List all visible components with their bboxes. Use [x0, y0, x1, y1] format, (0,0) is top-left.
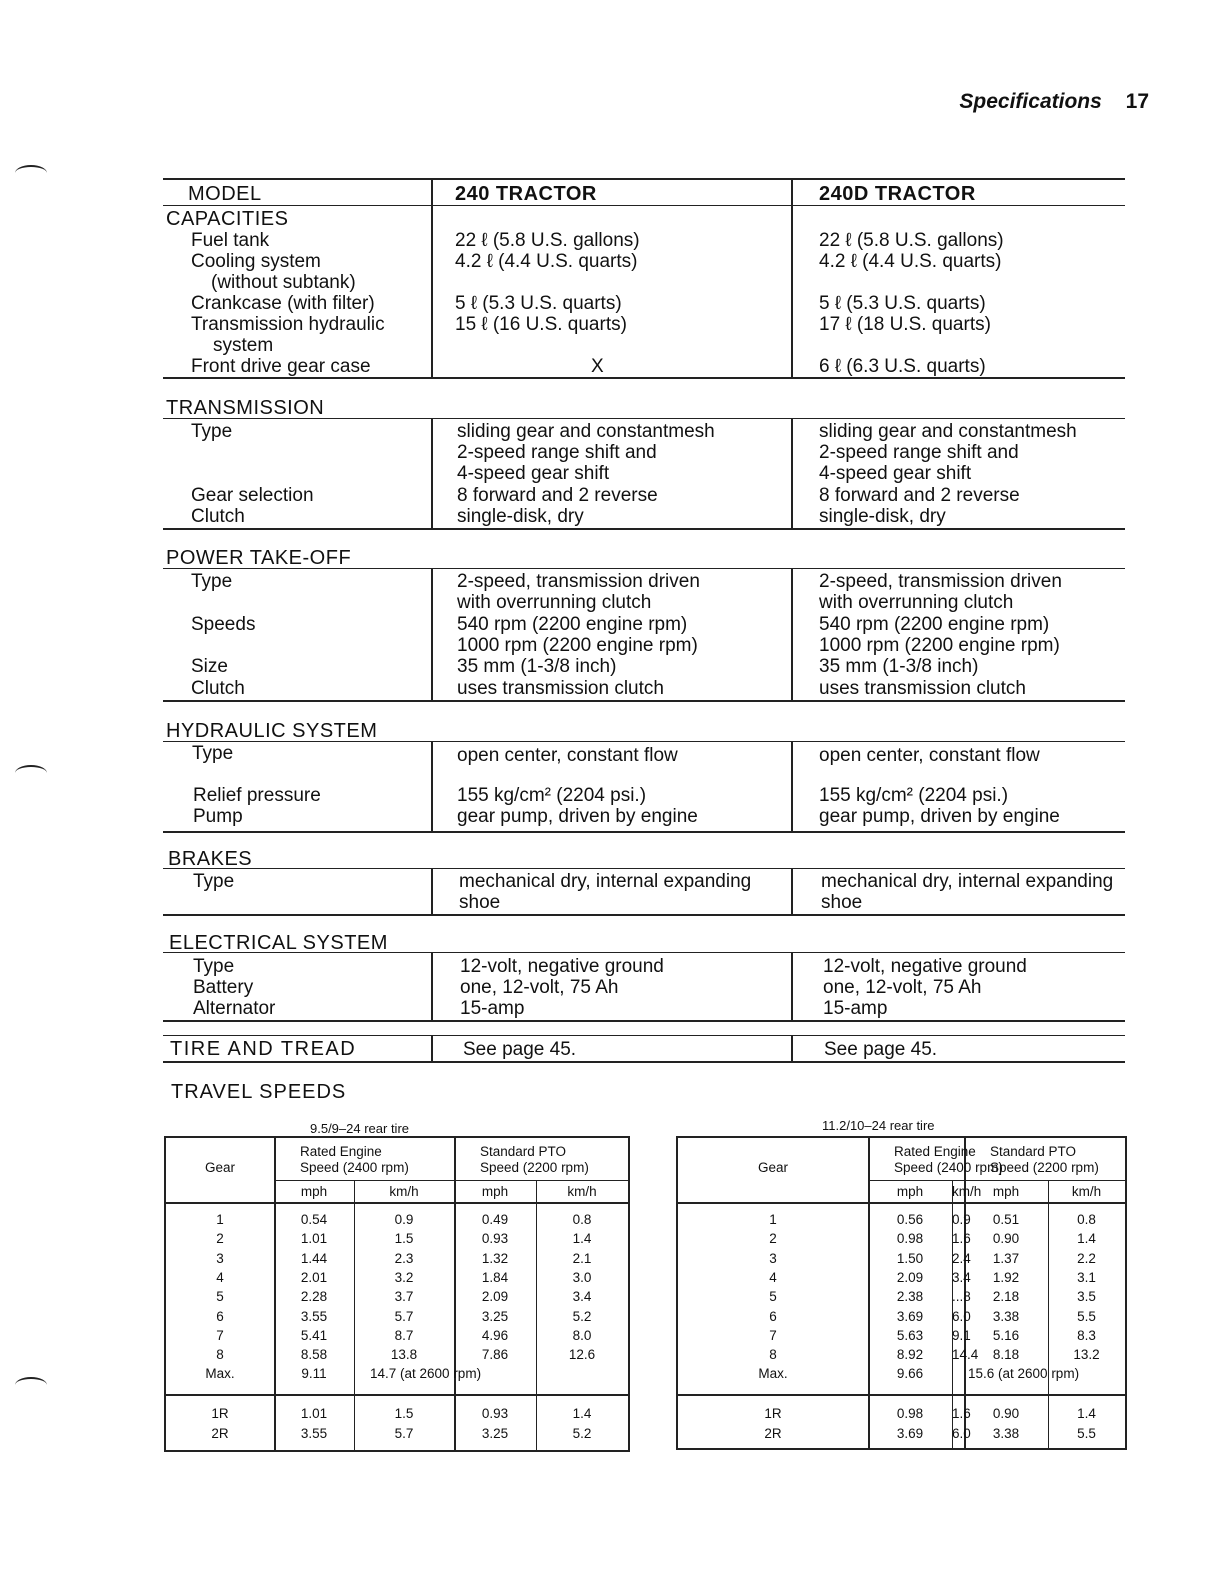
speed-cell: 0.51: [992, 1212, 1020, 1227]
speed-cell: 0.93: [481, 1231, 509, 1247]
gear-cell: 7: [216, 1327, 224, 1343]
pto-speed-header: Speed (2200 rpm): [990, 1160, 1099, 1175]
capacity-value: 17 ℓ (18 U.S. quarts): [819, 314, 991, 335]
speed-cell: 3.55: [300, 1425, 328, 1441]
speed-cell: 8.3: [1077, 1327, 1096, 1343]
engine-speed-header: Rated Engine: [300, 1144, 382, 1159]
spec-value: open center, constant flow: [819, 745, 1040, 766]
gear-cell: 2: [216, 1231, 224, 1247]
speed-cell: 3.1: [1077, 1269, 1096, 1285]
unit-header: mph: [896, 1184, 924, 1199]
gear-cell: 5: [216, 1289, 224, 1305]
pto-speed-header: Standard PTO: [480, 1144, 567, 1159]
speed-cell: 0.90: [992, 1231, 1020, 1247]
spec-value: 35 mm (1-3/8 inch): [819, 656, 979, 677]
speed-cell: 1.92: [992, 1269, 1020, 1285]
speed-cell: 0.93: [481, 1406, 509, 1421]
electrical-heading: ELECTRICAL SYSTEM: [169, 932, 388, 954]
spec-value: one, 12-volt, 75 Ah: [460, 977, 619, 998]
speed-cell: 1.5: [394, 1231, 414, 1247]
spec-value: 8 forward and 2 reverse: [457, 485, 658, 506]
row-rule: [868, 1180, 1125, 1181]
gear-cell: 4: [216, 1269, 224, 1285]
row-rule: [678, 1394, 1125, 1396]
capacity-label: Transmission hydraulic: [191, 314, 385, 335]
speed-cell: 5.63: [896, 1327, 924, 1343]
capacity-value: 5 ℓ (5.3 U.S. quarts): [819, 293, 986, 314]
spec-value: 540 rpm (2200 engine rpm): [819, 614, 1050, 635]
gear-cell: 1R: [764, 1406, 782, 1421]
speed-cell: 2.4: [952, 1250, 971, 1266]
spec-label: Speeds: [191, 614, 256, 635]
spec-label: Type: [193, 956, 235, 977]
speed-cell: 2.1: [572, 1250, 592, 1266]
speed-cell: 0.54: [300, 1212, 328, 1227]
spec-value: single-disk, dry: [819, 506, 946, 527]
unit-header: km/h: [952, 1184, 982, 1199]
spec-label: Gear selection: [191, 485, 314, 506]
gear-cell: 2R: [211, 1425, 229, 1441]
gear-cell: 6: [216, 1308, 224, 1324]
speed-cell: 8.58: [300, 1347, 328, 1363]
speed-cell: 9.66: [896, 1366, 924, 1382]
margin-mark: [15, 1377, 47, 1393]
gear-cell: Max.: [205, 1366, 235, 1382]
row-rule: [274, 1180, 628, 1181]
spec-value: mechanical dry, internal expanding: [459, 871, 752, 892]
speed-cell: 4.96: [481, 1327, 509, 1343]
travel-speed-table-left: [164, 1136, 630, 1452]
speed-cell: 1.01: [300, 1406, 328, 1421]
speed-cell: 0.9: [394, 1212, 414, 1227]
capacity-sublabel: (without subtank): [211, 272, 356, 293]
speed-cell: 2.2: [1077, 1250, 1096, 1266]
spec-value: mechanical dry, internal expanding: [821, 871, 1114, 892]
page-header: [959, 90, 1149, 114]
gear-cell: 1: [216, 1212, 224, 1227]
engine-speed-header: Speed (2400 rpm): [300, 1160, 409, 1175]
speed-cell: 1.4: [572, 1231, 592, 1247]
speed-cell: 7.86: [481, 1347, 509, 1363]
gear-cell: Max.: [758, 1366, 788, 1382]
spec-value: See page 45.: [463, 1039, 577, 1060]
speed-cell: 1.01: [300, 1231, 328, 1247]
capacity-label: Fuel tank: [191, 230, 270, 251]
speed-cell: 0.56: [896, 1212, 924, 1227]
pto-speed-header: Speed (2200 rpm): [480, 1160, 589, 1175]
speed-cell: 0.98: [896, 1231, 924, 1247]
speed-cell: 1.50: [896, 1250, 924, 1266]
pto-heading: POWER TAKE-OFF: [166, 547, 352, 569]
gear-cell: 8: [769, 1347, 777, 1363]
spec-value: 540 rpm (2200 engine rpm): [457, 614, 688, 635]
margin-mark: [15, 165, 47, 181]
spec-value: 8 forward and 2 reverse: [819, 485, 1020, 506]
transmission-heading: TRANSMISSION: [166, 397, 325, 419]
unit-header: km/h: [567, 1184, 597, 1199]
speed-cell: 8.7: [394, 1327, 414, 1343]
row-rule: [166, 1394, 628, 1396]
capacity-value: 5 ℓ (5.3 U.S. quarts): [455, 293, 622, 314]
speed-cell: 12.6: [568, 1347, 596, 1363]
speed-cell: 3.7: [394, 1289, 414, 1305]
speed-cell: 5.5: [1077, 1308, 1096, 1324]
speed-cell: 3.25: [481, 1308, 509, 1324]
speed-cell: 3.2: [394, 1269, 414, 1285]
capacity-value: 6 ℓ (6.3 U.S. quarts): [819, 356, 986, 377]
speed-cell: 6.0: [952, 1308, 971, 1324]
col-model: MODEL: [188, 183, 262, 205]
spec-value: 12-volt, negative ground: [460, 956, 664, 977]
unit-header: mph: [992, 1184, 1020, 1199]
speed-cell: 5.7: [394, 1425, 414, 1441]
unit-header: km/h: [1071, 1184, 1102, 1199]
speed-cell: 1.37: [992, 1250, 1020, 1266]
unit-header: mph: [481, 1184, 509, 1199]
speed-cell: 1.4: [1077, 1231, 1096, 1247]
section-title: Specifications: [959, 90, 1102, 113]
speed-cell: 2.09: [896, 1269, 924, 1285]
speed-cell: 3.55: [300, 1308, 328, 1324]
speed-cell: 1.32: [481, 1250, 509, 1266]
page-number: 17: [1125, 90, 1149, 113]
speed-cell: 3.4: [572, 1289, 592, 1305]
spec-label: Pump: [193, 806, 243, 827]
spec-label: Type: [191, 421, 233, 442]
speed-cell: 5.16: [992, 1327, 1020, 1343]
spec-value: 155 kg/cm² (2204 psi.): [457, 785, 647, 806]
capacity-label: Front drive gear case: [191, 356, 371, 377]
speed-cell: 2.3: [394, 1250, 414, 1266]
speed-cell: 2.09: [481, 1289, 509, 1305]
capacities-heading: CAPACITIES: [166, 208, 289, 230]
spec-value: one, 12-volt, 75 Ah: [823, 977, 982, 998]
left-tire-caption: 9.5/9–24 rear tire: [310, 1121, 410, 1136]
capacity-value: 22 ℓ (5.8 U.S. gallons): [819, 230, 1004, 251]
spec-value: 155 kg/cm² (2204 psi.): [819, 785, 1009, 806]
speed-cell: 2.38: [896, 1289, 924, 1305]
speed-cell: 8.92: [896, 1347, 924, 1363]
spec-value: 4-speed gear shift: [819, 463, 972, 484]
speed-cell: 15.6 (at 2600 rpm): [968, 1366, 1080, 1382]
spec-value: 2-speed, transmission driven: [819, 571, 1062, 592]
gear-header: Gear: [757, 1160, 788, 1175]
unit-header: km/h: [389, 1184, 419, 1199]
speed-cell: 9.1: [952, 1327, 971, 1343]
speed-cell: 1.6: [952, 1406, 971, 1421]
speed-cell: 1.4: [1077, 1406, 1096, 1421]
gear-cell: 1R: [211, 1406, 229, 1421]
travel-speed-table-right: [676, 1136, 1127, 1450]
speed-cell: 5.7: [394, 1308, 414, 1324]
engine-speed-header: Speed (2400 rpm): [894, 1160, 1003, 1175]
speed-cell: 2.28: [300, 1289, 328, 1305]
spec-value: 1000 rpm (2200 engine rpm): [457, 635, 698, 656]
spec-value: uses transmission clutch: [457, 678, 664, 699]
spec-value: gear pump, driven by engine: [457, 806, 698, 827]
speed-cell: 8.18: [992, 1347, 1020, 1363]
speed-cell: 1.4: [572, 1406, 592, 1421]
gear-cell: 7: [769, 1327, 777, 1343]
gear-cell: 3: [216, 1250, 224, 1266]
spec-value: 4-speed gear shift: [457, 463, 610, 484]
col-240d: 240D TRACTOR: [819, 183, 976, 205]
spec-value: 2-speed range shift and: [819, 442, 1019, 463]
spec-value: 1000 rpm (2200 engine rpm): [819, 635, 1060, 656]
capacity-value: 4.2 ℓ (4.4 U.S. quarts): [455, 251, 638, 272]
spec-value: 2-speed range shift and: [457, 442, 657, 463]
capacity-sublabel: system: [213, 335, 274, 356]
speed-cell: 13.8: [390, 1347, 418, 1363]
speed-cell: 5.5: [1077, 1425, 1096, 1441]
pto-speed-header: Standard PTO: [990, 1144, 1077, 1159]
speed-cell: 1.6: [952, 1231, 971, 1247]
spec-value: 12-volt, negative ground: [823, 956, 1027, 977]
spec-value: 15-amp: [823, 998, 888, 1019]
speed-cell: 14.4: [952, 1347, 979, 1363]
spec-value: 35 mm (1-3/8 inch): [457, 656, 617, 677]
travel-speeds-heading: TRAVEL SPEEDS: [171, 1081, 347, 1103]
spec-value: single-disk, dry: [457, 506, 584, 527]
capacity-value: 15 ℓ (16 U.S. quarts): [455, 314, 627, 335]
hydraulic-heading: HYDRAULIC SYSTEM: [166, 720, 378, 742]
speed-cell: 5.41: [300, 1327, 328, 1343]
gear-cell: 5: [769, 1289, 777, 1305]
gear-cell: 8: [216, 1347, 224, 1363]
gear-header: Gear: [204, 1160, 235, 1175]
spec-value: gear pump, driven by engine: [819, 806, 1060, 827]
unit-header: mph: [300, 1184, 328, 1199]
speed-cell: 14.7 (at 2600 rpm): [370, 1366, 482, 1382]
spec-label: Relief pressure: [193, 785, 321, 806]
speed-cell: 8.0: [572, 1327, 592, 1343]
gear-cell: 3: [769, 1250, 777, 1266]
spec-value: uses transmission clutch: [819, 678, 1026, 699]
speed-cell: 3.38: [992, 1425, 1020, 1441]
capacity-value: X: [591, 356, 604, 377]
spec-value: with overrunning clutch: [457, 592, 652, 613]
capacity-label: Crankcase (with filter): [191, 293, 375, 314]
gear-cell: 1: [769, 1212, 777, 1227]
spec-value: sliding gear and constantmesh: [819, 421, 1077, 442]
spec-value: shoe: [459, 892, 501, 913]
spec-value: 15-amp: [460, 998, 525, 1019]
speed-cell: 3.5: [1077, 1289, 1096, 1305]
speed-cell: 3.38: [992, 1308, 1020, 1324]
col-240: 240 TRACTOR: [455, 183, 597, 205]
spec-label: Type: [191, 571, 233, 592]
speed-cell: 0.49: [481, 1212, 509, 1227]
spec-label: Clutch: [191, 678, 245, 699]
speed-cell: 5.2: [572, 1308, 592, 1324]
speed-cell: 2.18: [992, 1289, 1020, 1305]
speed-cell: 13.2: [1073, 1347, 1100, 1363]
margin-mark: [15, 765, 47, 781]
spec-label: Size: [191, 656, 228, 677]
spec-label: Battery: [193, 977, 254, 998]
spec-label: Alternator: [193, 998, 276, 1019]
speed-cell: ...8: [952, 1289, 971, 1305]
spec-label: Type: [193, 871, 235, 892]
spec-label: Type: [192, 743, 234, 764]
speed-cell: 0.90: [992, 1406, 1020, 1421]
speed-cell: 1.5: [394, 1406, 414, 1421]
speed-cell: 3.69: [896, 1308, 924, 1324]
capacity-value: 22 ℓ (5.8 U.S. gallons): [455, 230, 640, 251]
capacity-label: Cooling system: [191, 251, 321, 272]
tire-heading: TIRE AND TREAD: [170, 1038, 357, 1060]
speed-cell: 1.44: [300, 1250, 328, 1266]
speed-cell: 3.4: [952, 1269, 971, 1285]
speed-cell: 3.69: [896, 1425, 924, 1441]
spec-value: sliding gear and constantmesh: [457, 421, 715, 442]
speed-cell: 3.25: [481, 1425, 509, 1441]
right-tire-caption: 11.2/10–24 rear tire: [822, 1118, 935, 1133]
spec-value: See page 45.: [824, 1039, 938, 1060]
speed-cell: 0.8: [572, 1212, 592, 1227]
spec-value: 2-speed, transmission driven: [457, 571, 700, 592]
spec-value: with overrunning clutch: [819, 592, 1014, 613]
engine-speed-header: Rated Engine: [894, 1144, 976, 1159]
row-rule: [678, 1202, 1125, 1204]
gear-cell: 4: [769, 1269, 777, 1285]
spec-value: open center, constant flow: [457, 745, 678, 766]
capacity-value: 4.2 ℓ (4.4 U.S. quarts): [819, 251, 1002, 272]
gear-cell: 2R: [764, 1425, 782, 1441]
speed-cell: 9.11: [301, 1366, 327, 1382]
speed-cell: 0.9: [952, 1212, 971, 1227]
speed-cell: 1.84: [481, 1269, 509, 1285]
spec-value: shoe: [821, 892, 863, 913]
brakes-heading: BRAKES: [168, 848, 253, 870]
speed-cell: 2.01: [300, 1269, 328, 1285]
gear-cell: 6: [769, 1308, 777, 1324]
speed-cell: 5.2: [572, 1425, 592, 1441]
gear-cell: 2: [769, 1231, 777, 1247]
speed-cell: 0.8: [1077, 1212, 1096, 1227]
spec-label: Clutch: [191, 506, 245, 527]
speed-cell: 3.0: [572, 1269, 592, 1285]
speed-cell: 0.98: [896, 1406, 924, 1421]
row-rule: [166, 1202, 628, 1204]
speed-cell: 6.0: [952, 1425, 971, 1441]
